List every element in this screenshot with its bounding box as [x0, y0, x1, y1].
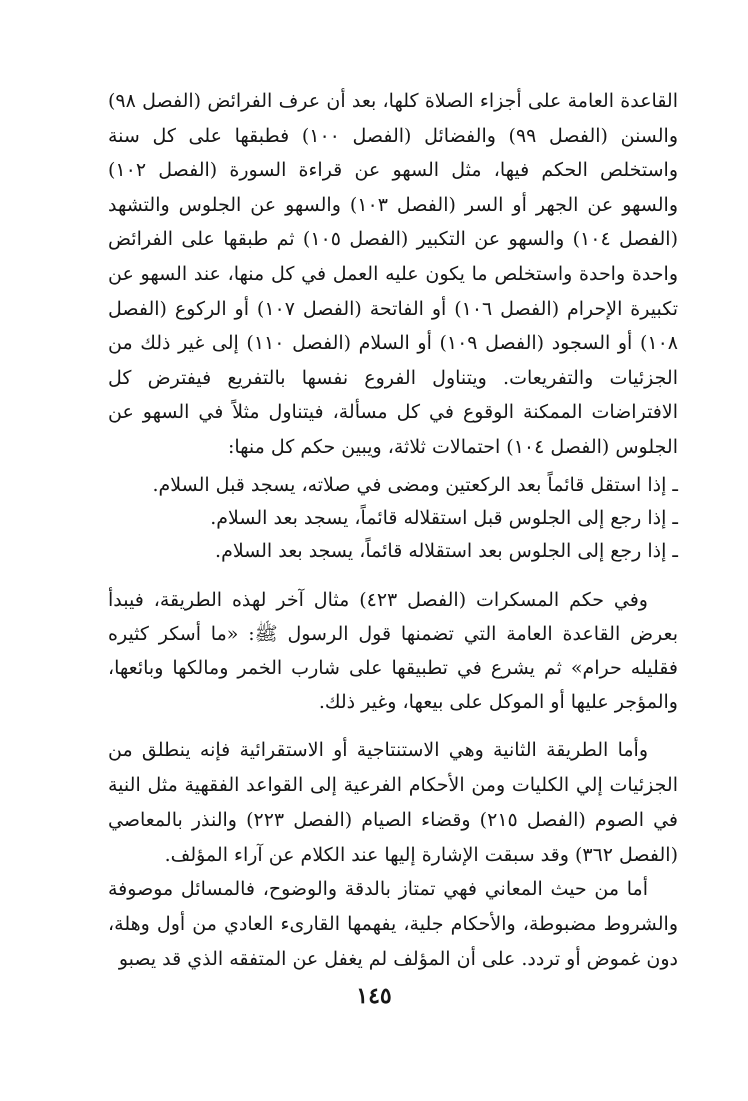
- rulings-list: [108, 469, 678, 568]
- paragraph-text: القاعدة العامة على أجزاء الصلاة كلها، بعد أن عرف الفرائض (الفصل ٩٨) والسنن (الفصل ٩٩) والفضائل (الفصل ١٠٠) فطبقها على كل سنة واستخلص الحكم فيها، مثل السهو عن قراءة السورة (الفصل ١٠٢) والسهو عن الجهر أو السر (الفصل ١٠٣) والسهو عن الجلوس والتشهد (الفصل ١٠٤) والسهو عن التكبير (الفصل ١٠٥) ثم طبقها على الفرائض واحدة واحدة واستخلص ما يكون عليه العمل في كل منها، عند السهو عن تكبيرة الإحرام (الفصل ١٠٦) أو الفاتحة (الفصل ١٠٧) أو الركوع (الفصل ١٠٨) أو السجود (الفصل ١٠٩) أو السلام (الفصل ١١٠) إلى غير ذلك من الجزئيات والتفريعات. ويتناول الفروع نفسها بالتفريع فيفترض كل الافتراضات الممكنة الوقوع في كل مسألة، فيتناول مثلاً في السهو عن الجلوس (الفصل ١٠٤) احتمالات ثلاثة، ويبين حكم كل منها:: [108, 90, 678, 458]
- page-number: ١٤٥: [356, 983, 392, 1009]
- paragraph-text: وأما الطريقة الثانية وهي الاستنتاجية أو الاستقرائية فإنه ينطلق من الجزئيات إلي الكليات ومن الأحكام الفرعية إلى القواعد الفقهية مثل النية في الصوم (الفصل ٢١٥) وقضاء الصيام (الفصل ٢٢٣) والنذر بالمعاصي (الفصل ٣٦٢) وقد سبقت الإشارة إليها عند الكلام عن آراء المؤلف.: [108, 739, 678, 866]
- paragraph-text: أما من حيث المعاني فهي تمتاز بالدقة والوضوح، فالمسائل موصوفة والشروط مضبوطة، والأحكام جلية، يفهمها القارىء العادي من أول وهلة، دون غموض أو تردد. على أن المؤلف لم يغفل عن المتفقه الذي قد يصبو: [108, 878, 678, 970]
- paragraph-general-rule: [108, 84, 678, 465]
- list-item: ـ إذا رجع إلى الجلوس قبل استقلاله قائماً، يسجد بعد السلام.: [210, 507, 678, 529]
- list-item: ـ إذا رجع إلى الجلوس بعد استقلاله قائماً، يسجد بعد السلام.: [215, 540, 678, 562]
- list-item: ـ إذا استقل قائماً بعد الركعتين ومضى في صلاته، يسجد قبل السلام.: [152, 474, 678, 496]
- paragraph-second-method: [108, 733, 678, 873]
- paragraph-text: وفي حكم المسكرات (الفصل ٤٢٣) مثال آخر لهذه الطريقة، فيبدأ بعرض القاعدة العامة التي تضمنها قول الرسول ﷺ: «ما أسكر كثيره فقليله حرام» ثم يشرع في تطبيقها على شارب الخمر ومالكها وبائعها، والمؤجر عليها أو الموكل على بيعها، وغير ذلك.: [108, 589, 678, 713]
- paragraph-meanings: [108, 872, 678, 977]
- paragraph-intoxicants: [108, 583, 678, 719]
